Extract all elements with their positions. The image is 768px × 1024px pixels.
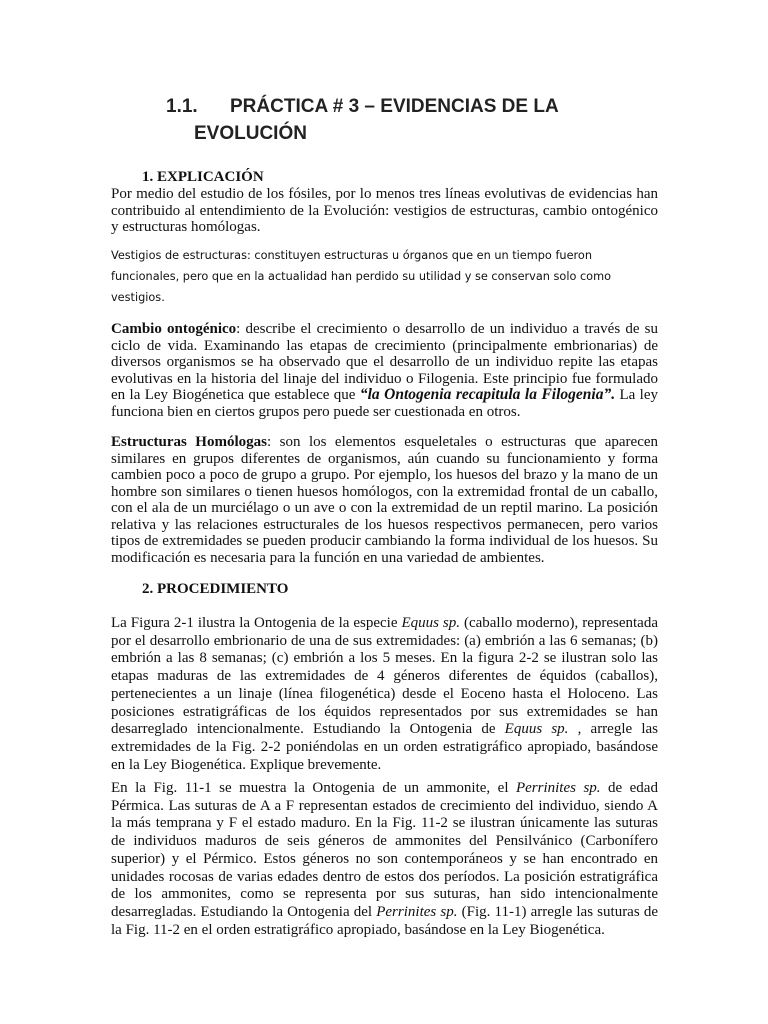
cambio-ontogenico-term: Cambio ontogénico: [111, 321, 237, 337]
practice-title: [166, 93, 646, 147]
cambio-ontogenico-tail: La ley funciona bien en ciertos grupos pero puede ser cuestionada en otros.: [111, 387, 658, 420]
title-line-1: PRÁCTICA # 3 – EVIDENCIAS DE LA: [230, 96, 559, 117]
estructuras-homologas-term: Estructuras Homólogas: [111, 434, 267, 450]
vestigios-paragraph: Vestigios de estructuras: constituyen estructuras u órganos que en un tiempo fueron funcionales, pero que en la actualidad han perdido su utilidad y se conservan solo como vestigios.: [111, 249, 612, 304]
p1-text-b: (caballo moderno), representada por el desarrollo embrionario de una de sus extremidades: (a) embrión a las 6 semanas; (b) embrión a las 8 semanas; (c) embrión a los 5 meses. En la figura 2-2 se ilustran solo las etapas maduras de las extremidades de 4 géneros diferentes de équidos (caballos), pertenecientes a un linaje (línea filogenética) desde el Eoceno hasta el Holoceno. Las posiciones estratigráficas de los équidos representados por sus extremidades se han desarreglado intencionalmente. Estudiando la Ontogenia de: [111, 615, 659, 738]
intro-paragraph: Por medio del estudio de los fósiles, por lo menos tres líneas evolutivas de evidencias han contribuido al entendimiento de la Evolución: vestigios de estructuras, cambio ontogénico y estructuras homólogas.: [111, 186, 658, 235]
cambio-ontogenico-text: : describe el crecimiento o desarrollo de un individuo a través de su ciclo de vida. Examinando las etapas de crecimiento (principalmente embrionarias) de diversos organismos se ha observado que el desarrollo de un individuo repite las etapas evolutivas en la historia del linaje del individuo o Filogenia. Este principio fue formulado en la Ley Biogénetica que establece que: [111, 321, 659, 403]
p2-text-c: (Fig. 11-1) arregle las suturas de la Fig. 11-2 en el orden estratigráfico apropiado, basándose en la Ley Biogenética.: [111, 903, 658, 938]
title-number: 1.1.: [166, 96, 198, 117]
p1-text-a: La Figura 2-1 ilustra la Ontogenia de la especie: [111, 615, 402, 631]
section-heading-procedimiento: 2. PROCEDIMIENTO: [142, 581, 289, 597]
cambio-ontogenico-paragraph: [111, 321, 658, 420]
estructuras-homologas-paragraph: [111, 434, 658, 566]
procedure-paragraph-2: [111, 780, 658, 939]
p2-text-a: En la Fig. 11-1 se muestra la Ontogenia de un ammonite, el: [111, 780, 516, 796]
title-line-2: EVOLUCIÓN: [194, 123, 307, 144]
procedure-paragraph-1: [111, 615, 658, 774]
p2-text-b: de edad Pérmica. Las suturas de A a F representan estados de crecimiento del individuo, siendo A la más temprana y F el estado maduro. En la Fig. 11-2 se ilustran únicamente las suturas de individuos maduros de seis géneros de ammonites del Pensilvánico (Carbonífero superior) y el Pérmico. Estos géneros no son contemporáneos y se han encontrado en unidades rocosas de varias edades dentro de estos dos períodos. La posición estratigráfica de los ammonites, como se representa por sus suturas, han sido intencionalmente desarregladas. Estudiando la Ontogenia del: [111, 780, 658, 920]
p2-species-perrinites: Perrinites sp.: [515, 780, 601, 796]
section-heading-explicacion: 1. EXPLICACIÓN: [142, 169, 264, 185]
biogenetic-law-quote: “la Ontogenia recapitula la Filogenia”.: [359, 386, 616, 403]
p1-species-equus: Equus sp.: [401, 615, 460, 631]
estructuras-homologas-text: : son los elementos esqueletales o estructuras que aparecen similares en grupos diferentes de organismos, aún cuando su funcionamiento y forma cambien poco a poco de grupo a grupo. Por ejemplo, los huesos del brazo y la mano de un hombre son similares o tienen huesos homólogos, con la extremidad frontal de un caballo, con el ala de un murciélago o un ave o con la extremidad de un reptil marino. La posición relativa y las relaciones estructurales de los huesos respectivos permanecen, pero varios tipos de extremidades se pueden producir cambiando la forma individual de los huesos. Su modificación es necesaria para la función en una variedad de ambientes.: [111, 434, 659, 566]
p1-species-equus-2: Equus sp.: [504, 721, 569, 738]
p2-species-perrinites-2: Perrinites sp.: [376, 903, 458, 920]
p1-text-c: , arregle las extremidades de la Fig. 2-2 poniéndolas en un orden estratigráfico apropiado, basándose en la Ley Biogenética. Explique brevemente.: [111, 721, 658, 773]
